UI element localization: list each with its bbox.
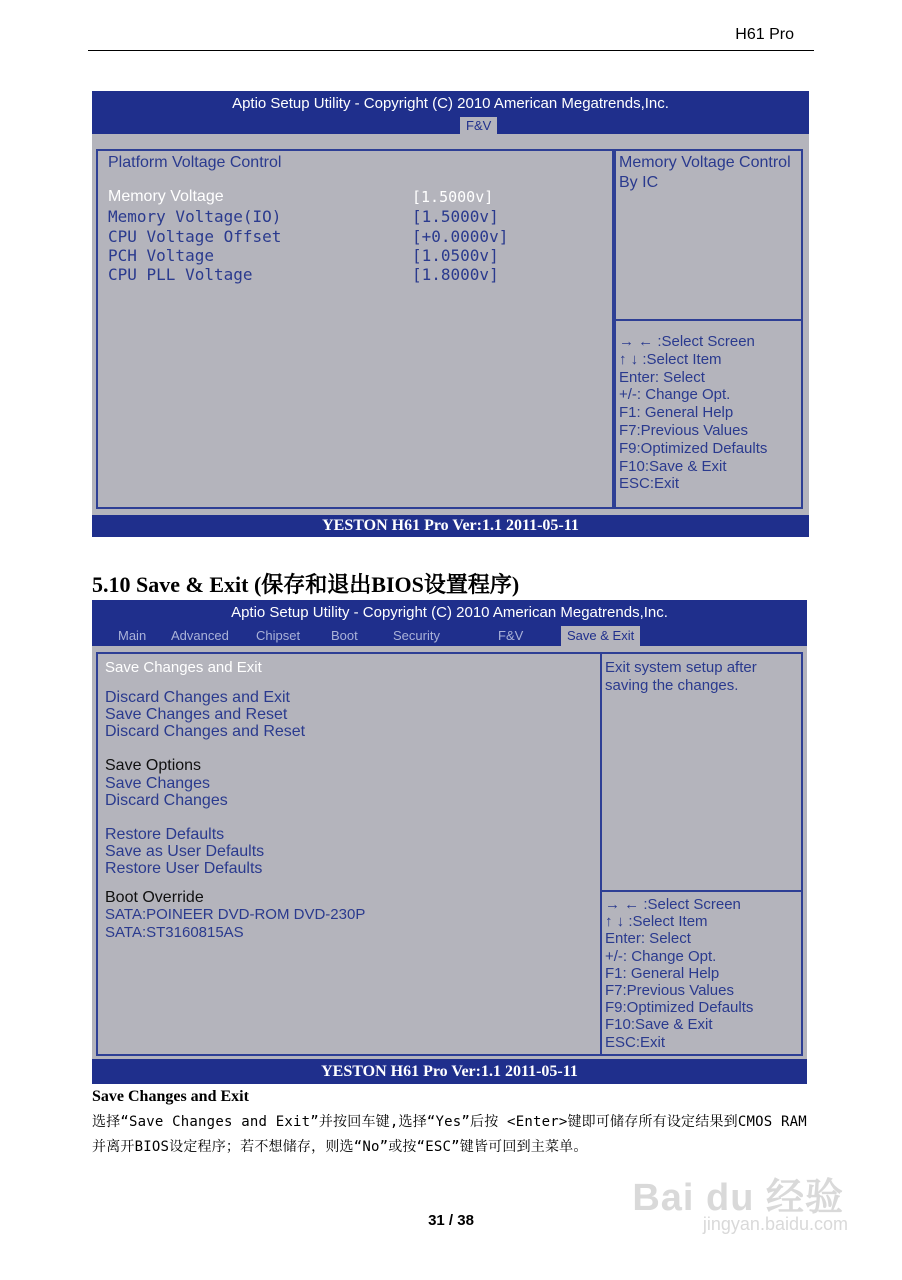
- bios-title: Aptio Setup Utility - Copyright (C) 2010 American Megatrends,Inc.: [92, 91, 809, 117]
- option-save-as-user-defaults[interactable]: Save as User Defaults: [105, 843, 265, 860]
- tab-save-exit[interactable]: Save & Exit: [561, 626, 640, 646]
- description-body: 选择“Save Changes and Exit”并按回车键,选择“Yes”后按 <Enter>键即可储存所有设定结果到CMOS RAM并离开BIOS设定程序；若不想储存，则选“No”或按“ESC”键皆可回到主菜单。: [92, 1114, 807, 1155]
- key-help-f7: F7:Previous Values: [605, 982, 734, 1000]
- option-restore-defaults[interactable]: Restore Defaults: [105, 826, 225, 843]
- key-help-esc: ESC:Exit: [605, 1033, 666, 1051]
- key-help-change: +/-: Change Opt.: [605, 947, 717, 965]
- key-help-f9: F9:Optimized Defaults: [619, 439, 768, 457]
- header-rule: [88, 50, 814, 51]
- setting-label-cpu-voltage-offset[interactable]: CPU Voltage Offset: [108, 227, 282, 246]
- tab-main[interactable]: Main: [118, 628, 147, 643]
- setting-label-memory-voltage[interactable]: Memory Voltage: [108, 188, 224, 205]
- tab-advanced[interactable]: Advanced: [171, 628, 229, 643]
- bios-footer: YESTON H61 Pro Ver:1.1 2011-05-11: [92, 1059, 807, 1084]
- key-help-select-screen: → ← :Select Screen: [605, 896, 741, 913]
- key-help-f9: F9:Optimized Defaults: [605, 999, 754, 1017]
- keys-help-list: [605, 896, 753, 1051]
- key-help-f10: F10:Save & Exit: [605, 1016, 713, 1034]
- bios-tab-bar: [92, 626, 807, 646]
- bios-screen-save-exit: [92, 600, 807, 1084]
- help-text-line-2: saving the changes.: [605, 677, 739, 694]
- option-discard-changes-and-exit[interactable]: Discard Changes and Exit: [105, 689, 290, 706]
- key-help-esc: ESC:Exit: [619, 475, 680, 493]
- option-discard-changes-and-reset[interactable]: Discard Changes and Reset: [105, 723, 306, 740]
- setting-label-cpu-pll-voltage[interactable]: CPU PLL Voltage: [108, 265, 253, 284]
- bios-tab-bar: [92, 117, 809, 134]
- option-restore-user-defaults[interactable]: Restore User Defaults: [105, 860, 263, 877]
- setting-value-cpu-pll-voltage[interactable]: [1.8000v]: [412, 265, 499, 284]
- key-help-enter: Enter: Select: [605, 930, 691, 948]
- key-help-change: +/-: Change Opt.: [619, 386, 731, 404]
- key-help-f1: F1: General Help: [605, 964, 720, 982]
- page-header-title: H61 Pro: [735, 26, 794, 43]
- key-help-select-item: ↑ ↓ :Select Item: [619, 350, 722, 368]
- setting-value-memory-voltage[interactable]: [1.5000v]: [412, 188, 494, 206]
- tab-security[interactable]: Security: [393, 628, 440, 643]
- save-options-header: Save Options: [105, 757, 202, 774]
- tab-fv[interactable]: F&V: [460, 117, 497, 134]
- keys-help-list: [619, 333, 767, 493]
- bios-screen-fv: [92, 91, 809, 537]
- key-help-enter: Enter: Select: [619, 368, 705, 386]
- setting-value-memory-voltage-io[interactable]: [1.5000v]: [412, 207, 499, 226]
- option-save-changes-and-exit[interactable]: Save Changes and Exit: [105, 659, 262, 676]
- option-save-changes[interactable]: Save Changes: [105, 775, 210, 792]
- watermark-url: jingyan.baidu.com: [702, 1214, 848, 1234]
- page-number: 31 / 38: [428, 1212, 474, 1229]
- key-help-f10: F10:Save & Exit: [619, 457, 727, 475]
- bios-title: Aptio Setup Utility - Copyright (C) 2010 American Megatrends,Inc.: [92, 600, 807, 626]
- boot-override-header: Boot Override: [105, 889, 204, 906]
- setting-value-cpu-voltage-offset[interactable]: [+0.0000v]: [412, 227, 509, 246]
- option-save-changes-and-reset[interactable]: Save Changes and Reset: [105, 706, 288, 723]
- description-title: Save Changes and Exit: [92, 1088, 249, 1105]
- boot-option-dvd[interactable]: SATA:POINEER DVD-ROM DVD-230P: [105, 906, 366, 923]
- help-title-line-1: Memory Voltage Control: [619, 154, 791, 171]
- section-title: Platform Voltage Control: [108, 154, 282, 171]
- help-text-line-1: Exit system setup after: [605, 659, 757, 676]
- watermark-logo: Bai du 经验: [632, 1177, 844, 1219]
- key-help-select-item: ↑ ↓ :Select Item: [605, 913, 708, 931]
- tab-chipset[interactable]: Chipset: [256, 628, 301, 643]
- tab-fv[interactable]: F&V: [498, 628, 524, 643]
- key-help-f1: F1: General Help: [619, 404, 734, 422]
- setting-label-memory-voltage-io[interactable]: Memory Voltage(IO): [108, 207, 282, 226]
- tab-boot[interactable]: Boot: [331, 628, 358, 643]
- help-title-line-2: By IC: [619, 174, 659, 191]
- section-heading: 5.10 Save & Exit (保存和退出BIOS设置程序): [92, 572, 520, 597]
- key-help-select-screen: → ← :Select Screen: [619, 333, 755, 350]
- bios-footer: YESTON H61 Pro Ver:1.1 2011-05-11: [92, 515, 809, 537]
- setting-label-pch-voltage[interactable]: PCH Voltage: [108, 246, 214, 265]
- key-help-f7: F7:Previous Values: [619, 421, 748, 439]
- option-discard-changes[interactable]: Discard Changes: [105, 792, 228, 809]
- boot-option-hdd[interactable]: SATA:ST3160815AS: [105, 924, 244, 941]
- setting-value-pch-voltage[interactable]: [1.0500v]: [412, 246, 499, 265]
